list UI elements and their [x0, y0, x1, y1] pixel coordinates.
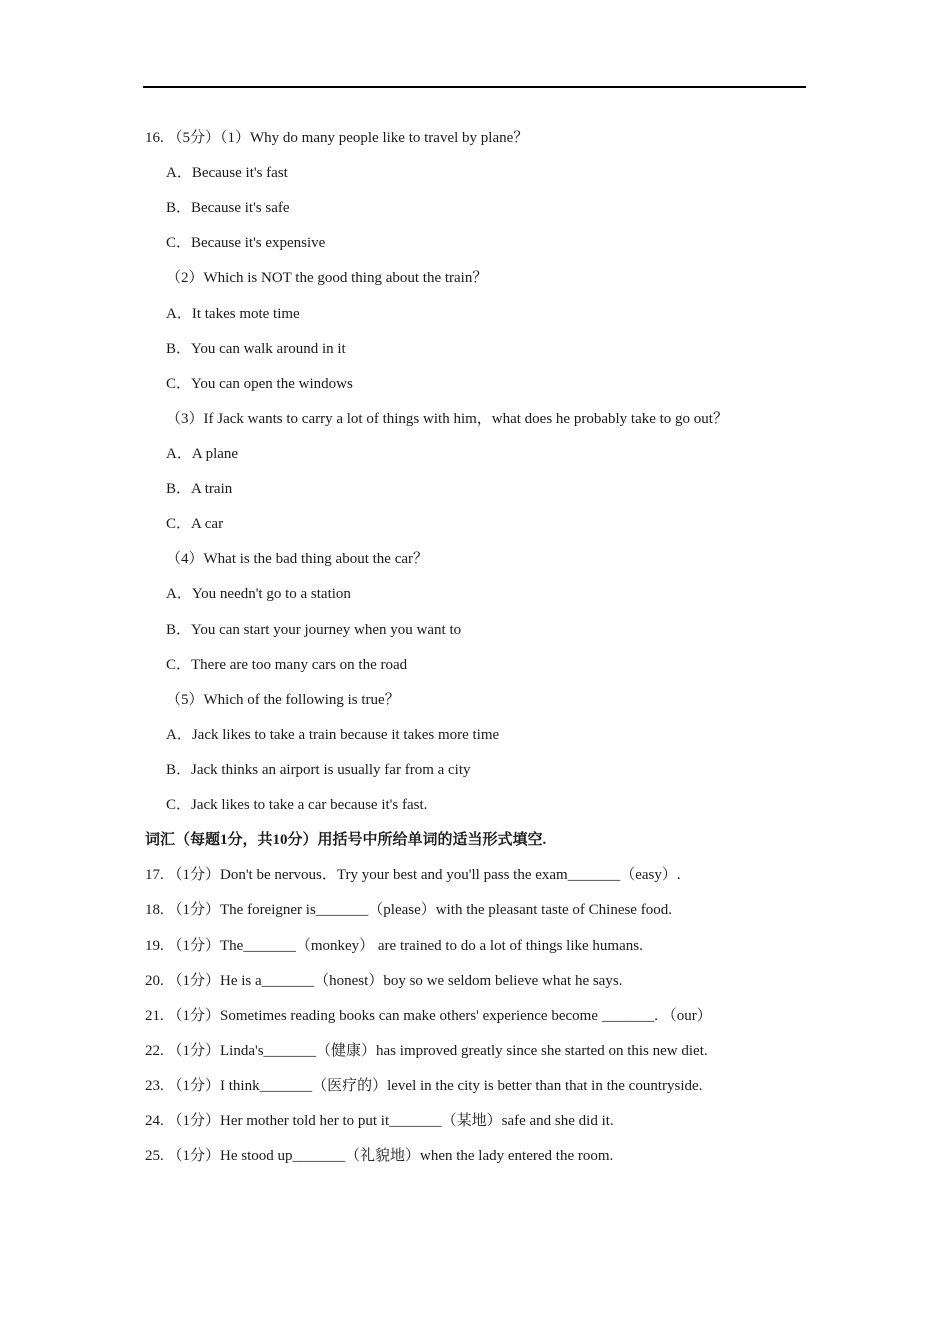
vocab-question-17: 17. （1分）Don't be nervous．Try your best and you'll pass the exam_______（easy）.: [145, 867, 681, 883]
q16-2-option-a: A．It takes mote time: [166, 306, 300, 322]
q16-3-option-b: B．A train: [166, 481, 233, 497]
q16-1-option-a: A．Because it's fast: [166, 165, 288, 181]
vocab-question-19: 19. （1分）The_______（monkey） are trained to do a lot of things like humans.: [145, 938, 643, 954]
q16-4-option-c: C．There are too many cars on the road: [166, 657, 408, 673]
q16-2-option-b: B．You can walk around in it: [166, 341, 346, 357]
vocab-question-24: 24. （1分）Her mother told her to put it_______（某地）safe and she did it.: [145, 1113, 614, 1129]
q16-2-question: （2）Which is NOT the good thing about the train？: [166, 270, 488, 286]
q16-4-question: （4）What is the bad thing about the car？: [166, 551, 429, 567]
vocab-section-heading: 词汇（每题1分，共10分）用括号中所给单词的适当形式填空.: [145, 832, 547, 848]
vocab-question-20: 20. （1分）He is a_______（honest）boy so we seldom believe what he says.: [145, 973, 623, 989]
q16-3-option-c: C．A car: [166, 516, 224, 532]
vocab-question-23: 23. （1分）I think_______（医疗的）level in the city is better than that in the countryside.: [145, 1078, 703, 1094]
q16-3-option-a: A．A plane: [166, 446, 239, 462]
header-rule: [143, 86, 806, 88]
q16-5-option-c: C．Jack likes to take a car because it's fast.: [166, 797, 428, 813]
q16-header: 16. （5分）（1）Why do many people like to travel by plane？: [145, 130, 529, 146]
vocab-question-22: 22. （1分）Linda's_______（健康）has improved greatly since she started on this new diet.: [145, 1043, 708, 1059]
q16-1-option-b: B．Because it's safe: [166, 200, 290, 216]
q16-4-option-b: B．You can start your journey when you want to: [166, 622, 462, 638]
vocab-question-18: 18. （1分）The foreigner is_______（please）with the pleasant taste of Chinese food.: [145, 902, 672, 918]
vocab-question-21: 21. （1分）Sometimes reading books can make others' experience become _______. （our）: [145, 1008, 712, 1024]
q16-1-option-c: C．Because it's expensive: [166, 235, 326, 251]
q16-3-question: （3）If Jack wants to carry a lot of things with him，what does he probably take to go out？: [166, 411, 728, 427]
q16-5-question: （5）Which of the following is true？: [166, 692, 400, 708]
q16-4-option-a: A．You needn't go to a station: [166, 586, 351, 602]
q16-2-option-c: C．You can open the windows: [166, 376, 353, 392]
q16-5-option-b: B．Jack thinks an airport is usually far from a city: [166, 762, 471, 778]
vocab-question-25: 25. （1分）He stood up_______（礼貌地）when the lady entered the room.: [145, 1148, 614, 1164]
q16-5-option-a: A．Jack likes to take a train because it takes more time: [166, 727, 500, 743]
